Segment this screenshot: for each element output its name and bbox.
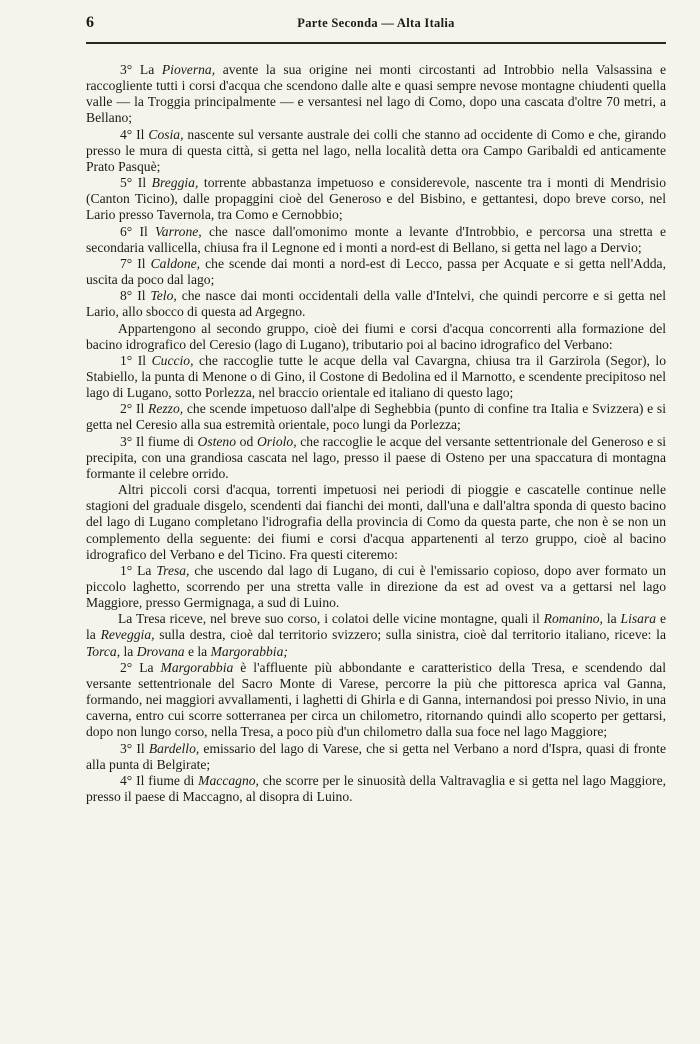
paragraph: 4° Il fiume di Maccagno, che scorre per le sinuosità della Valtravaglia e si getta nel lago Maggiore, presso il paese di Maccagno, al disopra di Luino. [86, 772, 667, 805]
river-name: Reveggia, [100, 627, 155, 643]
river-name: Caldone, [150, 255, 201, 271]
river-name: Bardello, [148, 740, 200, 756]
paragraph: 1° Il Cuccio, che raccoglie tutte le acque della val Cavargna, chiusa tra il Garzirola (Segor), lo Stabiello, la punta di Menone o di Gino, il Costone di Bedolina ed il Marnotto, e scendente precipitoso nel lago di Lugano, sotto Porlezza, nel braccio orientale ed italiano di questo lago; [86, 352, 666, 401]
river-name: Romanino, [543, 611, 603, 627]
river-name: Oriolo, [256, 433, 297, 449]
paragraph: 7° Il Caldone, che scende dai monti a nord-est di Lecco, passa per Acquate e si getta nell'Adda, uscita da poco dal lago; [86, 255, 666, 288]
river-name: Tresa, [156, 562, 190, 578]
header-rule [86, 42, 666, 44]
river-name: Margorabbia [160, 659, 234, 675]
paragraph: 3° La Pioverna, avente la sua origine nei monti circostanti ad Introbbio nella Valsassina e raccogliente tutti i corsi d'acqua che scendono dalle alte e quasi sempre nevose montagne chiudenti quella valle — la Troggia principalmente — e versantesi nel lago di Como, dopo una cascata d'oltre 70 metri, a Bellano; [86, 62, 666, 126]
river-name: Pioverna, [161, 62, 216, 77]
paragraph: Altri piccoli corsi d'acqua, torrenti impetuosi nei periodi di pioggie e cascatelle continue nelle stagioni del graduale disgelo, scendenti dai fianchi dei monti, dall'una e dall'altra sponda di questo bacino del lago di Lugano completano l'idrografia della provincia di Como da questa parte, che non è se non un complemento della seguente: dei fiumi e corsi d'acqua appartenenti al terzo gruppo, cioè al bacino idrografico del Verbano e del Ticino. Fra questi citeremo: [86, 482, 666, 562]
river-name: Drovana [136, 643, 185, 659]
river-name: Varrone, [155, 223, 202, 239]
paragraph: 3° Il fiume di Osteno od Oriolo, che raccoglie le acque del versante settentrionale del Generoso e si precipita, con una grandiosa cascata nel lago, presso il paese di Osteno per una spaccatura di montagna formante il celebre orrido. [86, 433, 667, 481]
running-head: Parte Seconda — Alta Italia [297, 16, 455, 30]
paragraph: 4° Il Cosia, nascente sul versante australe dei colli che stanno ad occidente di Como e che, girando presso le mura di questa città, si getta nel lago, nella località detta ora Campo Garibaldi ed anticamente Prato Pasquè; [86, 126, 667, 174]
river-name: Torca, [86, 643, 121, 659]
paragraph: 2° Il Rezzo, che scende impetuoso dall'alpe di Seghebbia (punto di confine tra Italia e Svizzera) e si getta nel Ceresio alla sua estremità orientale, poco lungi da Porlezza; [86, 401, 666, 433]
page-header [86, 14, 666, 36]
river-name: Cuccio, [151, 352, 194, 368]
river-name: Telo, [150, 288, 177, 304]
river-name: Maccagno, [198, 772, 259, 788]
river-name: Osteno [197, 433, 237, 449]
river-name: Lisara [620, 611, 657, 627]
river-name: Rezzo, [148, 401, 184, 417]
paragraph: 5° Il Breggia, torrente abbastanza impetuoso e considerevole, nascente tra i monti di Mendrisio (Canton Ticino), dalle propaggini cioè del Generoso e del Bisbino, e gettantesi, dopo breve corso, nel Lario presso Tavernola, tra Como e Cernobbio; [86, 175, 666, 223]
paragraph: 2° La Margorabbia è l'affluente più abbondante e caratteristico della Tresa, e scendendo dal versante settentrionale del Sacro Monte di Varese, percorre la più che pittoresca aprica val Ganna, formando, nei maggiori avvallamenti, i laghetti di Ghirla e di Ganna, internandosi poi presso Nivio, in una caverna, entro cui scorre sotterranea per circa un chilometro, ritornando quindi allo scoperto per gettarsi, dopo non lungo corso, nella Tresa, a poco più d'un chilometro dalla sua foce nel lago Maggiore; [86, 659, 666, 740]
paragraph: Appartengono al secondo gruppo, cioè dei fiumi e corsi d'acqua concorrenti alla formazione del bacino idrografico del Ceresio (lago di Lugano), tributario poi al bacino idrografico del Verbano: [86, 320, 666, 352]
paragraph: 8° Il Telo, che nasce dai monti occidentali della valle d'Intelvi, che quindi percorre e si getta nel Lario, allo sbocco di questa ad Argegno. [86, 288, 666, 320]
river-name: Breggia, [151, 175, 199, 191]
paragraph: La Tresa riceve, nel breve suo corso, i colatoi delle vicine montagne, quali il Romanino, la Lisara e la Reveggia, sulla destra, cioè dal territorio svizzero; sulla sinistra, cioè dal territorio italiano, riceve: la Torca, la Drovana e la Margorabbia; [86, 611, 666, 659]
river-name: Cosia, [148, 126, 184, 142]
paragraph: 3° Il Bardello, emissario del lago di Varese, che si getta nel Verbano a nord d'Ispra, quasi di fronte alla punta di Belgirate; [86, 740, 666, 772]
paragraph: 1° La Tresa, che uscendo dal lago di Lugano, di cui è l'emissario copioso, dopo aver formato un piccolo laghetto, scorrendo per una stretta valle in direzione da est ad ovest va a gettarsi nel lago Maggiore, presso Germignaga, a sud di Luino. [86, 562, 666, 611]
river-name: Margorabbia; [210, 643, 288, 659]
body-text [86, 62, 666, 805]
paragraph: 6° Il Varrone, che nasce dall'omonimo monte a levante d'Introbbio, e percorsa una stretta e secondaria vallicella, chiusa fra il Legnone ed i monti a nord-est di Bellano, si getta nel lago a Dervio; [86, 223, 666, 255]
page-number: 6 [86, 14, 94, 31]
